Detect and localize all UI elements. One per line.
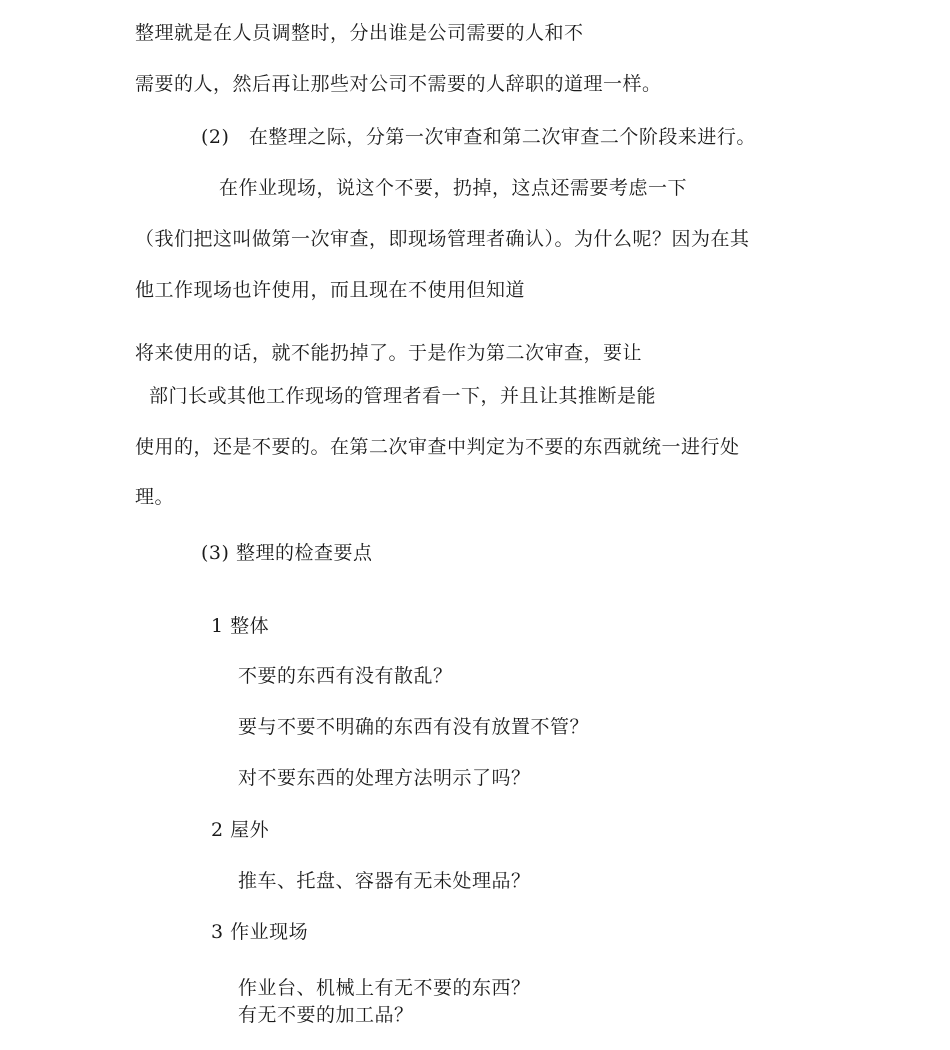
checklist-item: 不要的东西有没有散乱？ xyxy=(238,665,453,687)
paragraph-line: 使用的，还是不要的。在第二次审查中判定为不要的东西就统一进行处 xyxy=(135,436,740,458)
checklist-group-title: 3 作业现场 xyxy=(211,921,309,943)
checklist-item: 对不要东西的处理方法明示了吗？ xyxy=(238,767,531,789)
paragraph-line: （我们把这叫做第一次审查，即现场管理者确认）。为什么呢？因为在其 xyxy=(135,228,750,250)
checklist-item: 要与不要不明确的东西有没有放置不管？ xyxy=(238,716,590,738)
paragraph-line: 理。 xyxy=(135,486,175,508)
checklist-group-title: 2 屋外 xyxy=(211,819,270,841)
checklist-item: 有无不要的加工品？ xyxy=(238,1004,414,1026)
section-2-heading: (2) 在整理之际，分第一次审查和第二次审查二个阶段来进行。 xyxy=(201,126,756,148)
paragraph-line: 在作业现场，说这个不要，扔掉，这点还需要考虑一下 xyxy=(219,177,688,199)
checklist-item: 作业台、机械上有无不要的东西？ xyxy=(238,977,531,999)
checklist-group-title: 1 整体 xyxy=(211,615,270,637)
paragraph-line: 整理就是在人员调整时，分出谁是公司需要的人和不 xyxy=(135,22,584,44)
paragraph-line: 将来使用的话，就不能扔掉了。于是作为第二次审查，要让 xyxy=(135,342,643,364)
section-3-heading: (3) 整理的检查要点 xyxy=(201,542,373,564)
paragraph-line: 部门长或其他工作现场的管理者看一下，并且让其推断是能 xyxy=(149,385,657,407)
checklist-item: 推车、托盘、容器有无未处理品？ xyxy=(238,870,531,892)
paragraph-line: 他工作现场也许使用，而且现在不使用但知道 xyxy=(135,279,526,301)
paragraph-line: 需要的人，然后再让那些对公司不需要的人辞职的道理一样。 xyxy=(135,73,662,95)
